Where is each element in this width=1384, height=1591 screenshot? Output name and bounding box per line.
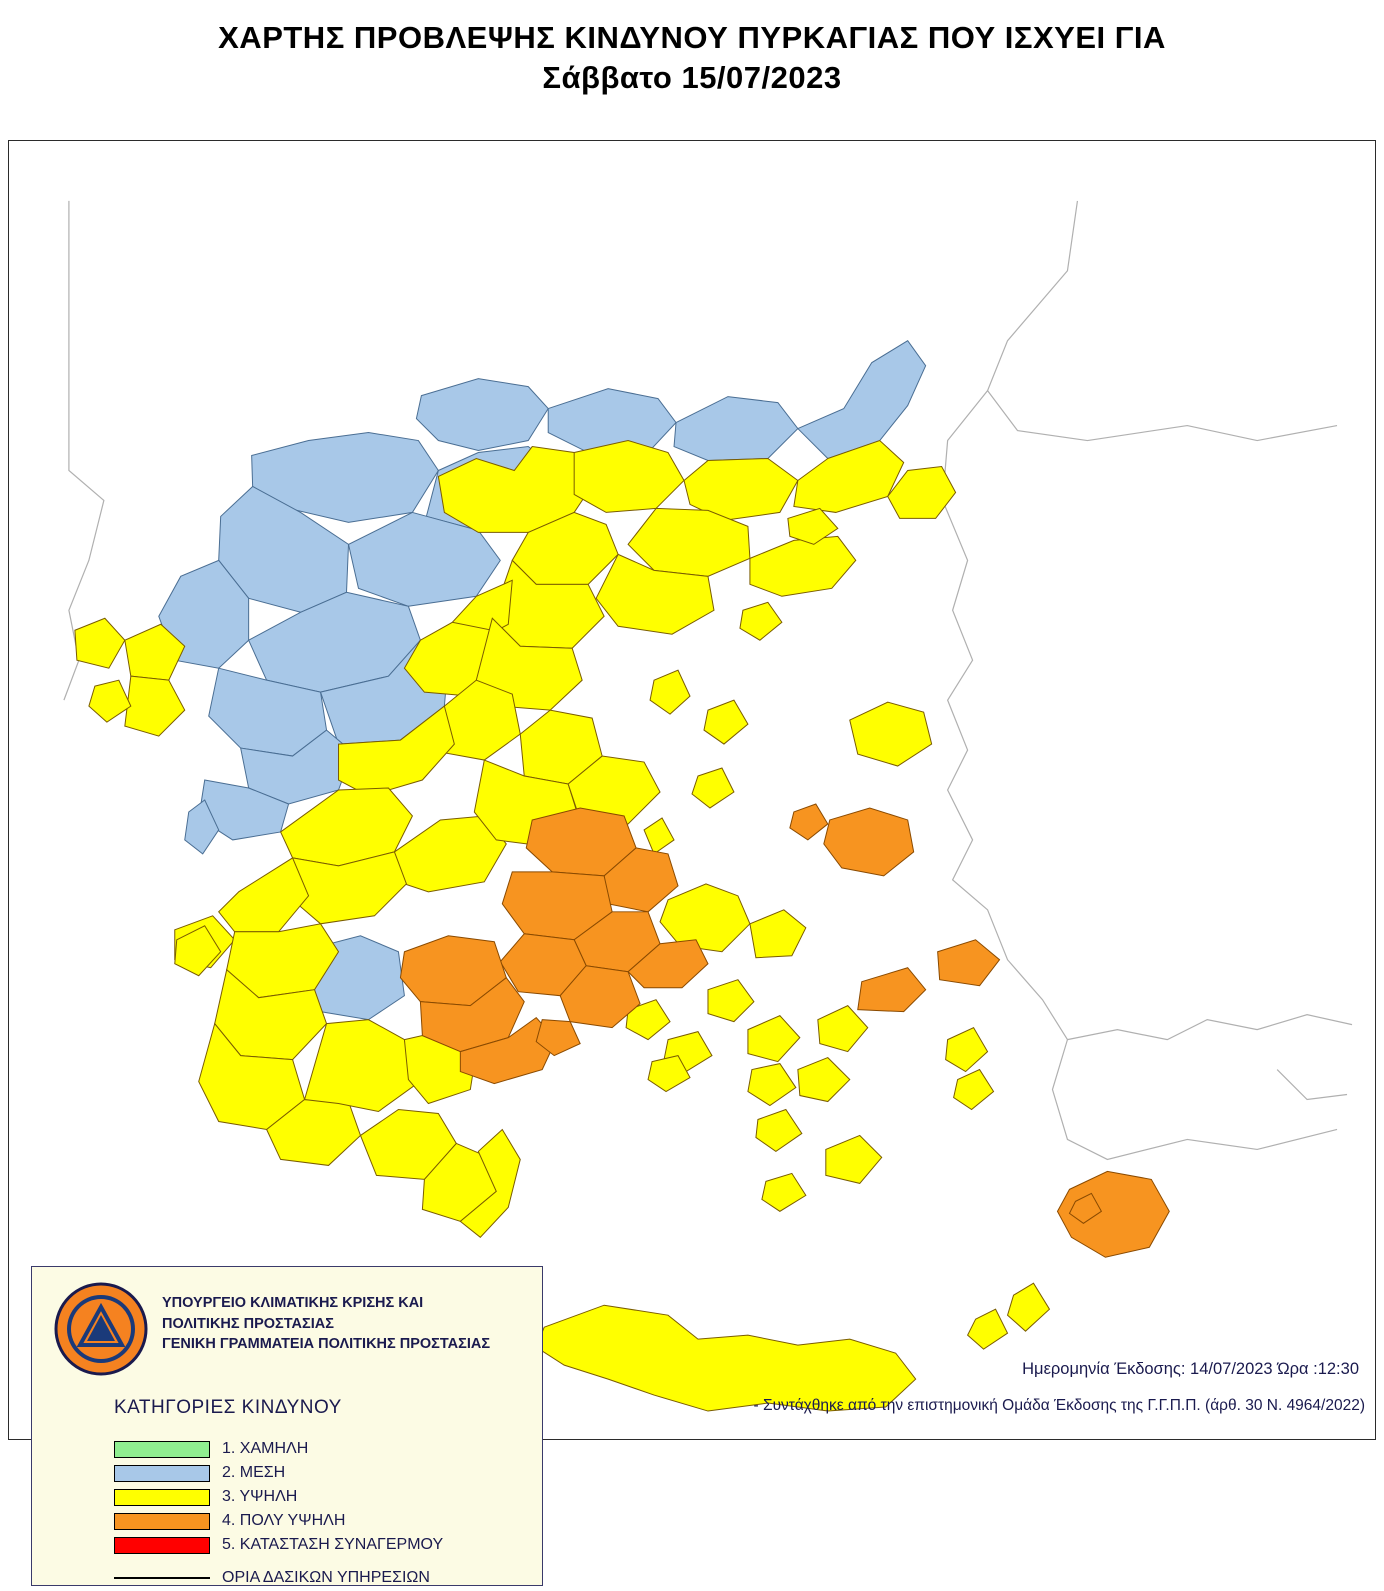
legend-label-high: 3. ΥΨΗΛΗ — [222, 1488, 298, 1505]
civil-protection-logo-icon — [48, 1281, 154, 1377]
legend-label-medium: 2. ΜΕΣΗ — [222, 1464, 286, 1481]
fire-risk-map[interactable] — [8, 140, 1376, 1586]
issue-note: - Συντάχθηκε από την επιστημονική Ομάδα Έκδοσης της Γ.Γ.Π.Π. (άρθ. 30 Ν. 4964/2022) — [753, 1397, 1365, 1414]
legend-label-low: 1. ΧΑΜΗΛΗ — [222, 1440, 309, 1457]
legend-label-very-high: 4. ΠΟΛΥ ΥΨΗΛΗ — [222, 1512, 346, 1529]
legend-item-very-high — [114, 1509, 534, 1533]
ministry-line-1: ΥΠΟΥΡΓΕΙΟ ΚΛΙΜΑΤΙΚΗΣ ΚΡΙΣΗΣ ΚΑΙ — [162, 1295, 424, 1311]
legend — [31, 1266, 543, 1586]
legend-swatch-alert — [114, 1537, 210, 1554]
title-line-1: ΧΑΡΤΗΣ ΠΡΟΒΛΕΨΗΣ ΚΙΝΔΥΝΟΥ ΠΥΡΚΑΓΙΑΣ ΠΟΥ ΙΣΧΥΕΙ ΓΙΑ — [218, 20, 1166, 55]
legend-item-high — [114, 1485, 534, 1509]
legend-swatch-low — [114, 1441, 210, 1458]
title-line-2: Σάββατο 15/07/2023 — [542, 59, 842, 95]
legend-items — [114, 1437, 534, 1591]
legend-item-medium — [114, 1461, 534, 1485]
legend-item-low — [114, 1437, 534, 1461]
greece-map-svg — [9, 141, 1375, 1439]
legend-heading: ΚΑΤΗΓΟΡΙΕΣ ΚΙΝΔΥΝΟΥ — [114, 1397, 342, 1418]
legend-item-boundary — [114, 1565, 534, 1591]
ministry-line-2: ΠΟΛΙΤΙΚΗΣ ΠΡΟΣΤΑΣΙΑΣ — [162, 1315, 334, 1332]
ministry-line-3: ΓΕΝΙΚΗ ΓΡΑΜΜΑΤΕΙΑ ΠΟΛΙΤΙΚΗΣ ΠΡΟΣΤΑΣΙΑΣ — [162, 1336, 491, 1353]
legend-swatch-medium — [114, 1465, 210, 1482]
ministry-name — [162, 1293, 532, 1355]
page-title — [0, 18, 1384, 97]
issue-date-time: Ημερομηνία Έκδοσης: 14/07/2023 Ώρα :12:30 — [1022, 1360, 1359, 1378]
legend-label-alert: 5. ΚΑΤΑΣΤΑΣΗ ΣΥΝΑΓΕΡΜΟΥ — [222, 1536, 444, 1553]
legend-item-alert — [114, 1533, 534, 1557]
legend-swatch-high — [114, 1489, 210, 1506]
legend-label-boundary: ΟΡΙΑ ΔΑΣΙΚΩΝ ΥΠΗΡΕΣΙΩΝ — [222, 1569, 430, 1586]
legend-swatch-very-high — [114, 1513, 210, 1530]
boundary-line-icon — [114, 1577, 210, 1579]
